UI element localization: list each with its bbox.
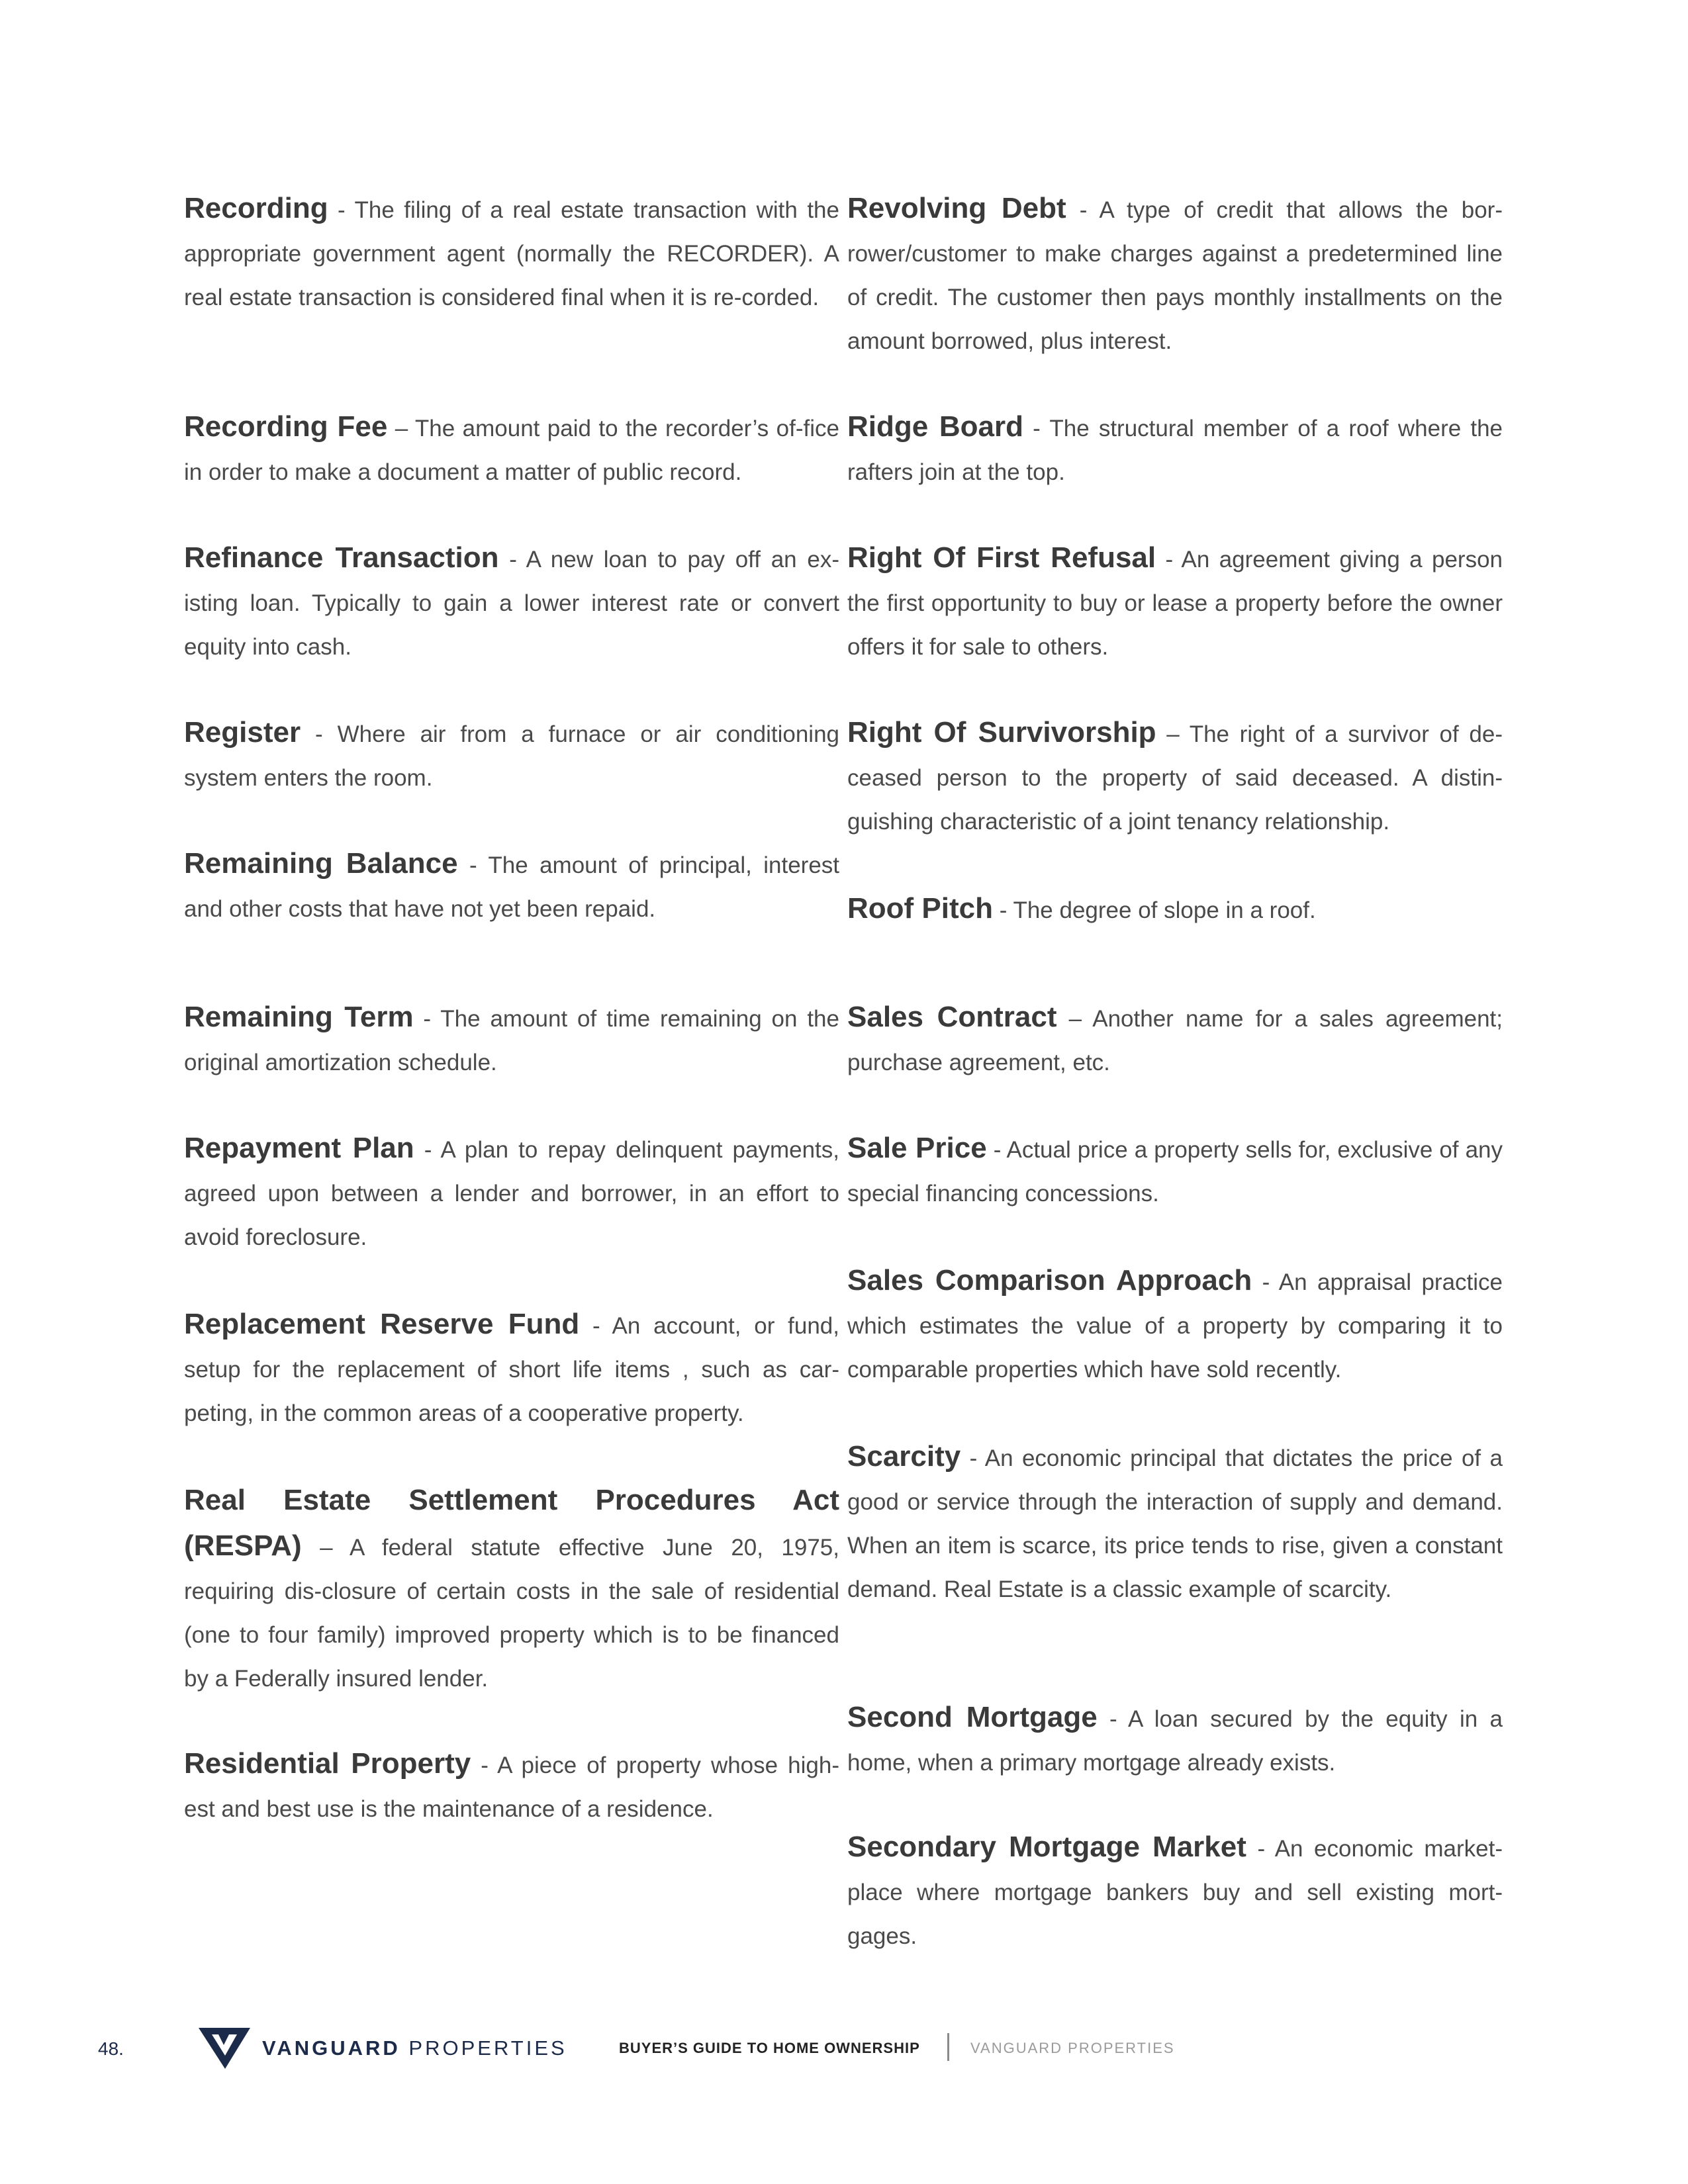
glossary-definition: – The amount paid to the recorder’s of-fice in order to make a document a matter of public record. <box>184 416 839 485</box>
glossary-definition: - The amount of principal, interest and other costs that have not yet been repaid. <box>184 852 840 922</box>
guide-title: BUYER’S GUIDE TO HOME OWNERSHIP <box>619 2040 920 2056</box>
glossary-definition: - The structural member of a roof where the rafters join at the top. <box>847 416 1503 485</box>
glossary-term: Sales Contract <box>847 1001 1057 1033</box>
footer-divider <box>947 2033 949 2061</box>
glossary-definition: - An appraisal practice which estimates the value of a property by comparing it to comparable properties which have sold recently. <box>847 1269 1503 1383</box>
glossary-term: Revolving Debt <box>847 192 1066 224</box>
glossary-term: Real Estate Settlement Procedures Act (RESPA) <box>184 1484 839 1562</box>
glossary-entry <box>184 536 839 669</box>
glossary-term: Right Of First Refusal <box>847 541 1156 574</box>
glossary-entry <box>184 995 839 1085</box>
glossary-definition: - An economic market-place where mortgage bankers buy and sell existing mort-gages. <box>847 1836 1503 1949</box>
page-footer <box>0 2025 1688 2078</box>
glossary-entry <box>847 187 1503 363</box>
glossary-definition: – Another name for a sales agreement; purchase agreement, etc. <box>847 1006 1503 1075</box>
glossary-term: Residential Property <box>184 1747 471 1780</box>
glossary-definition: - An agreement giving a person the first opportunity to buy or lease a property before the owner offers it for sale to others. <box>847 547 1503 660</box>
glossary-term: Register <box>184 716 301 749</box>
glossary-term: Ridge Board <box>847 410 1024 443</box>
glossary-entry <box>184 1742 839 1831</box>
glossary-term: Second Mortgage <box>847 1701 1098 1733</box>
glossary-term: Right Of Survivorship <box>847 716 1156 749</box>
glossary-entry <box>184 187 839 320</box>
glossary-entry <box>847 1259 1503 1392</box>
glossary-entry <box>184 1126 839 1259</box>
glossary-entry <box>847 536 1503 669</box>
glossary-definition: - An account, or fund, setup for the replacement of short life items , such as car-peting, in the common areas of a cooperative property. <box>184 1313 839 1426</box>
glossary-definition: - Where air from a furnace or air conditioning system enters the room. <box>184 721 839 791</box>
brand-name-light: PROPERTIES <box>400 2036 567 2060</box>
footer-brand: VANGUARD PROPERTIES <box>970 2040 1175 2056</box>
glossary-entry <box>847 995 1503 1085</box>
brand-logo <box>199 2025 567 2071</box>
glossary-entry <box>847 1825 1503 1958</box>
glossary-definition: - A type of credit that allows the bor-rower/customer to make charges against a predetermined line of credit. The customer then pays monthly installments on the amount borrowed, plus interest. <box>847 197 1503 354</box>
glossary-term: Repayment Plan <box>184 1132 414 1164</box>
brand-name <box>262 2036 567 2060</box>
glossary-term: Sale Price <box>847 1132 987 1164</box>
glossary-definition: - The degree of slope in a roof. <box>992 897 1316 923</box>
glossary-entry <box>847 711 1503 844</box>
glossary-entry <box>847 887 1503 933</box>
brand-name-bold: VANGUARD <box>262 2036 400 2060</box>
glossary-definition: - An economic principal that dictates the price of a good or service through the interaction of supply and demand. When an item is scarce, its price tends to rise, given a constant demand. Real Estate is a classic example of scarcity. <box>847 1445 1503 1602</box>
glossary-entry <box>847 1435 1503 1612</box>
glossary-entry <box>184 405 839 494</box>
glossary-definition: – A federal statute effective June 20, 1975, requiring dis-closure of certain costs in the sale of residential (one to four family) improved property which is to be financed by a Federally insured lender. <box>184 1535 839 1692</box>
glossary-term: Refinance Transaction <box>184 541 499 574</box>
glossary-definition: – The right of a survivor of de-ceased person to the property of said deceased. A distin-guishing characteristic of a joint tenancy relationship. <box>847 721 1503 835</box>
glossary-entry <box>847 405 1503 494</box>
glossary-term: Recording <box>184 192 328 224</box>
glossary-definition: - The amount of time remaining on the original amortization schedule. <box>184 1006 839 1075</box>
glossary-term: Remaining Term <box>184 1001 414 1033</box>
glossary-definition: - A loan secured by the equity in a home, when a primary mortgage already exists. <box>847 1706 1503 1776</box>
glossary-entry <box>847 1126 1503 1216</box>
glossary-term: Remaining Balance <box>184 847 458 880</box>
glossary-term: Replacement Reserve Fund <box>184 1308 580 1340</box>
glossary-term: Roof Pitch <box>847 892 993 925</box>
glossary-definition: - A piece of property whose high-est and best use is the maintenance of a residence. <box>184 1752 839 1822</box>
glossary-entry <box>184 842 839 931</box>
glossary-entry <box>847 1696 1503 1785</box>
glossary-term: Secondary Mortgage Market <box>847 1831 1246 1863</box>
page-number: 48. <box>98 2038 124 2059</box>
glossary-entry <box>184 1479 839 1701</box>
glossary-term: Sales Comparison Approach <box>847 1264 1252 1297</box>
vanguard-logo-icon <box>199 2025 250 2071</box>
glossary-definition: - A plan to repay delinquent payments, agreed upon between a lender and borrower, in an effort to avoid foreclosure. <box>184 1137 839 1250</box>
glossary-definition: - The filing of a real estate transaction with the appropriate government agent (normally the RECORDER). A real estate transaction is considered final when it is re-corded. <box>184 197 839 310</box>
glossary-definition: - A new loan to pay off an ex-isting loan. Typically to gain a lower interest rate or convert equity into cash. <box>184 547 839 660</box>
glossary-term: Scarcity <box>847 1440 961 1473</box>
glossary-definition: - Actual price a property sells for, exclusive of any special financing concessions. <box>847 1137 1503 1206</box>
glossary-term: Recording Fee <box>184 410 388 443</box>
glossary-entry <box>184 1302 839 1435</box>
glossary-entry <box>184 711 839 800</box>
